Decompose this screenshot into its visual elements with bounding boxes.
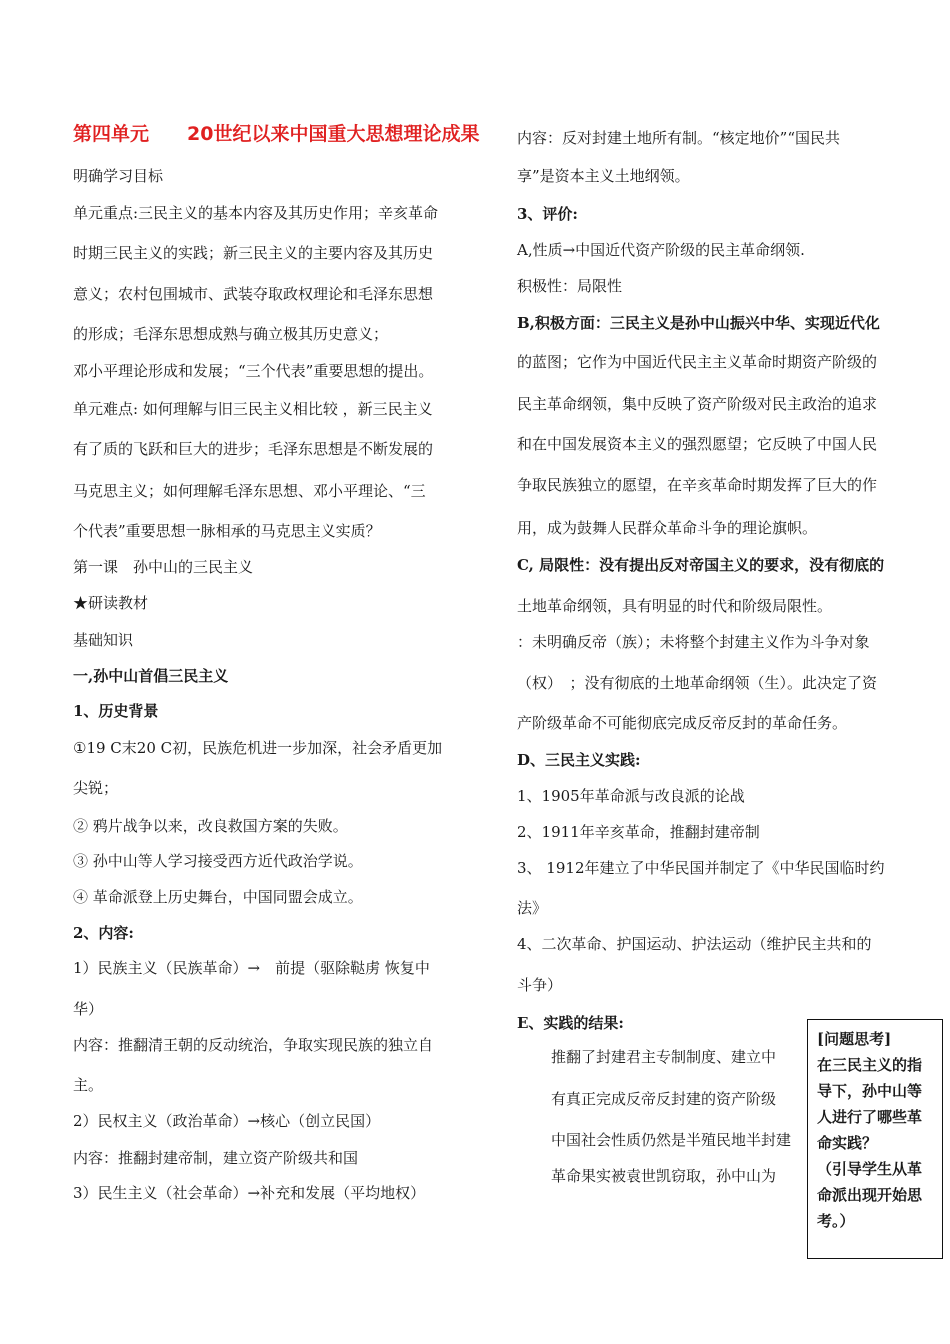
- think-box-line: 命实践？: [817, 1134, 878, 1152]
- page-title: 第四单元 20世纪以来中国重大思想理论成果: [73, 123, 480, 145]
- text-line: 3、评价:: [517, 205, 578, 223]
- text-line: 邓小平理论形成和发展；“三个代表”重要思想的提出。: [73, 362, 434, 380]
- text-line: ④ 革命派登上历史舞台，中国同盟会成立。: [73, 888, 363, 906]
- text-line: 3）民生主义（社会革命）→补充和发展（平均地权）: [73, 1184, 426, 1202]
- think-box-line: （引导学生从革: [817, 1160, 923, 1178]
- text-line: 积极性：局限性: [517, 277, 623, 295]
- text-line: 华）: [73, 1000, 104, 1018]
- text-line: 个代表”重要思想一脉相承的马克思主义实质？: [73, 522, 381, 540]
- text-line: 明确学习目标: [73, 167, 164, 185]
- text-line: 主。: [73, 1076, 104, 1094]
- text-line: 内容：推翻清王朝的反动统治，争取实现民族的独立自: [73, 1036, 434, 1054]
- text-line: 第一课 孙中山的三民主义: [73, 558, 254, 576]
- text-line: 基础知识: [73, 631, 134, 649]
- text-line: 一,孙中山首倡三民主义: [73, 667, 229, 685]
- text-line: 的蓝图；它作为中国近代民主主义革命时期资产阶级的: [517, 353, 878, 371]
- text-line: 有真正完成反帝反封建的资产阶级: [551, 1090, 777, 1108]
- text-line: ③ 孙中山等人学习接受西方近代政治学说。: [73, 852, 363, 870]
- text-line: ①19 C末20 C初，民族危机进一步加深，社会矛盾更加: [73, 739, 443, 757]
- text-line: 内容：推翻封建帝制，建立资产阶级共和国: [73, 1149, 359, 1167]
- text-line: 革命果实被袁世凯窃取，孙中山为: [551, 1167, 777, 1185]
- text-line: 用，成为鼓舞人民群众革命斗争的理论旗帜。: [517, 519, 818, 537]
- text-line: 3、 1912年建立了中华民国并制定了《中华民国临时约: [517, 859, 885, 877]
- text-line: 推翻了封建君主专制制度、建立中: [551, 1048, 777, 1066]
- text-line: ★研读教材: [73, 594, 149, 612]
- text-line: 马克思主义；如何理解毛泽东思想、邓小平理论、“三: [73, 482, 426, 500]
- text-line: 2、1911年辛亥革命，推翻封建帝制: [517, 823, 760, 841]
- text-line: ：未明确反帝（族）；未将整个封建主义作为斗争对象: [517, 633, 870, 651]
- think-box-line: 人进行了哪些革: [817, 1108, 923, 1126]
- think-box: [807, 1019, 943, 1259]
- text-line: 争取民族独立的愿望，在辛亥革命时期发挥了巨大的作: [517, 476, 878, 494]
- think-box-line: 导下，孙中山等: [817, 1082, 923, 1100]
- think-box-heading: [问题思考]: [817, 1030, 892, 1048]
- text-line: 内容：反对封建土地所有制。“核定地价”“国民共: [517, 129, 841, 147]
- text-line: 1、历史背景: [73, 702, 159, 720]
- text-line: C, 局限性：没有提出反对帝国主义的要求，没有彻底的: [517, 556, 885, 574]
- text-line: 有了质的飞跃和巨大的进步；毛泽东思想是不断发展的: [73, 440, 434, 458]
- text-line: 单元难点: 如何理解与旧三民主义相比较 ，新三民主义: [73, 400, 433, 418]
- think-box-line: 考。）: [817, 1212, 855, 1230]
- text-line: 享”是资本主义土地纲领。: [517, 167, 690, 185]
- text-line: 斗争）: [517, 976, 563, 994]
- text-line: 2、内容:: [73, 924, 134, 942]
- text-line: 1）民族主义（民族革命）→ 前提（驱除鞑虏 恢复中: [73, 959, 430, 977]
- text-line: 2）民权主义（政治革命）→核心（创立民国）: [73, 1112, 381, 1130]
- text-line: E、实践的结果:: [517, 1014, 624, 1032]
- think-box-line: 命派出现开始思: [817, 1186, 923, 1204]
- text-line: 4、二次革命、护国运动、护法运动（维护民主共和的: [517, 935, 872, 953]
- text-line: 民主革命纲领，集中反映了资产阶级对民主政治的追求: [517, 395, 878, 413]
- text-line: B,积极方面：三民主义是孙中山振兴中华、实现近代化: [517, 314, 880, 332]
- text-line: D、三民主义实践:: [517, 751, 641, 769]
- text-line: 单元重点:三民主义的基本内容及其历史作用；辛亥革命: [73, 204, 439, 222]
- text-line: 意义；农村包围城市、武装夺取政权理论和毛泽东思想: [73, 285, 434, 303]
- text-line: 产阶级革命不可能彻底完成反帝反封的革命任务。: [517, 714, 848, 732]
- text-line: A,性质→中国近代资产阶级的民主革命纲领.: [517, 241, 805, 259]
- text-line: 1、1905年革命派与改良派的论战: [517, 787, 745, 805]
- text-line: 和在中国发展资本主义的强烈愿望；它反映了中国人民: [517, 435, 878, 453]
- think-box-line: 在三民主义的指: [817, 1056, 923, 1074]
- text-line: 中国社会性质仍然是半殖民地半封建: [551, 1131, 792, 1149]
- text-line: （权） ；没有彻底的土地革命纲领（生）。此决定了资: [517, 674, 878, 692]
- text-line: 法》: [517, 899, 548, 917]
- text-line: 时期三民主义的实践；新三民主义的主要内容及其历史: [73, 244, 434, 262]
- text-line: 的形成；毛泽东思想成熟与确立极其历史意义；: [73, 325, 389, 343]
- text-line: 尖锐；: [73, 779, 119, 797]
- text-line: ② 鸦片战争以来，改良救国方案的失败。: [73, 817, 348, 835]
- text-line: 土地革命纲领，具有明显的时代和阶级局限性。: [517, 597, 833, 615]
